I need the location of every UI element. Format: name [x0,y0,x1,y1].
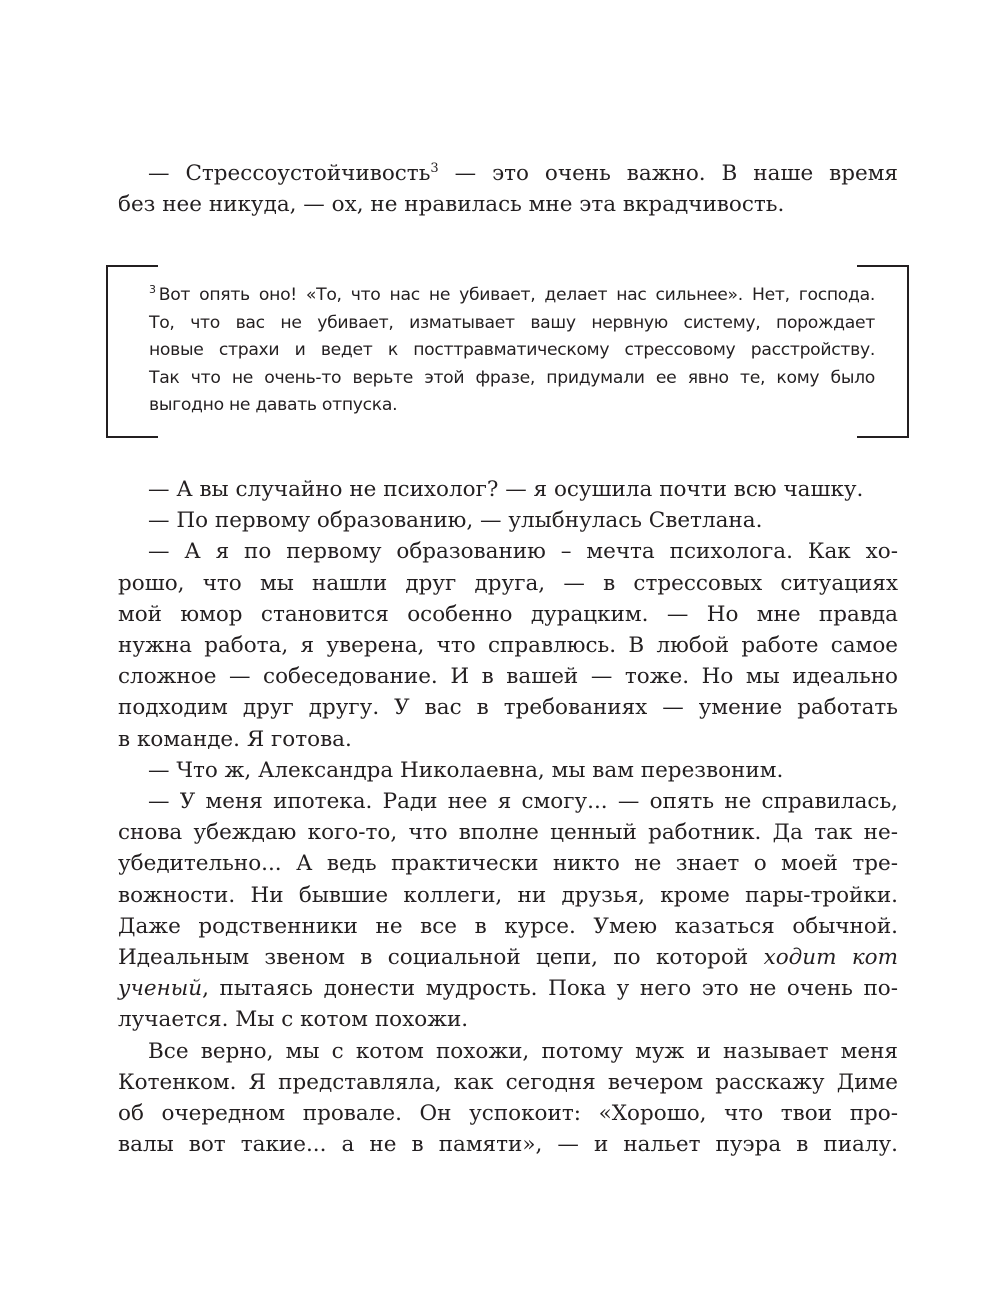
text-line: ученый, пытаясь донести мудрость. Пока у него это не очень по- [118,976,898,1002]
text-line: снова убеждаю кого-то, что вполне ценный работник. Да так не- [118,820,898,846]
text-line: — У меня ипотека. Ради нее я смогу... — опять не справилась, [148,789,898,815]
footnote-text [149,282,875,420]
text-line: мой юмор становится особенно дурацким. — Но мне правда [118,601,898,627]
text-line: — Стрессоустойчивость$^3$ — это очень важно. В наше время [148,160,898,186]
text-line: убедительно... А ведь практически никто не знает о моей тре- [118,851,898,877]
text-line: — Что ж, Александра Николаевна, мы вам перезвоним. [148,757,784,783]
text-line: в команде. Я готова. [118,726,352,752]
text-line: — А вы случайно не психолог? — я осушила почти всю чашку. [148,477,864,502]
footnote-line: $^3$ Вот опять оно! «То, что нас не убивает, делает нас сильнее». Нет, господа. [149,283,875,305]
text-line: сложное — собеседование. И в вашей — тоже. Но мы идеально [118,664,898,690]
text-line: нужна работа, я уверена, что справлюсь. В любой работе самое [118,633,898,659]
text-line: — По первому образованию, — улыбнулась Светлана. [148,508,763,534]
text-line: Все верно, мы с котом похожи, потому муж и называет меня [148,1038,898,1064]
top-paragraph [118,158,898,220]
footnote-line: выгодно не давать отпуска. [149,395,398,415]
text-line: Идеальным звеном в социальной цепи, по которой ходит кот [118,945,898,971]
italic-phrase: ученый [118,976,203,1002]
text-line: об очередном провале. Он успокоит: «Хорошо, что твои про- [118,1101,898,1127]
text-line: валы вот такие... а не в памяти», — и нальет пуэра в пиалу. [118,1132,898,1158]
italic-phrase: ходит кот [763,945,898,971]
text-line: вожности. Ни бывшие коллеги, ни друзья, кроме пары-тройки. [118,882,898,908]
text-line: Даже родственники не все в курсе. Умею казаться обычной. [118,913,898,939]
text-line: Котенком. Я представляла, как сегодня вечером расскажу Диме [118,1069,898,1095]
footnote-marker: 3 [149,283,156,297]
footnote-box [106,265,909,440]
text-line: подходим друг другу. У вас в требованиях — умение работать [118,695,898,721]
text-line: рошо, что мы нашли друг друга, — в стрессовых ситуациях [118,570,898,596]
footnote-line: новые страхи и ведет к посттравматическому стрессовому расстройству. [149,340,875,360]
text-line: — А я по первому образованию – мечта психолога. Как хо- [148,539,898,565]
text-line: без нее никуда, — ох, не нравилась мне эта вкрадчивость. [118,192,785,218]
footnote-reference: 3 [430,160,439,176]
main-text [118,474,898,1160]
footnote-line: Так что не очень-то верьте этой фразе, придумали ее явно те, кому было [149,367,875,388]
text-line: лучается. Мы с котом похожи. [118,1007,469,1033]
footnote-line: То, что вас не убивает, изматывает вашу нервную систему, порождает [149,312,875,333]
